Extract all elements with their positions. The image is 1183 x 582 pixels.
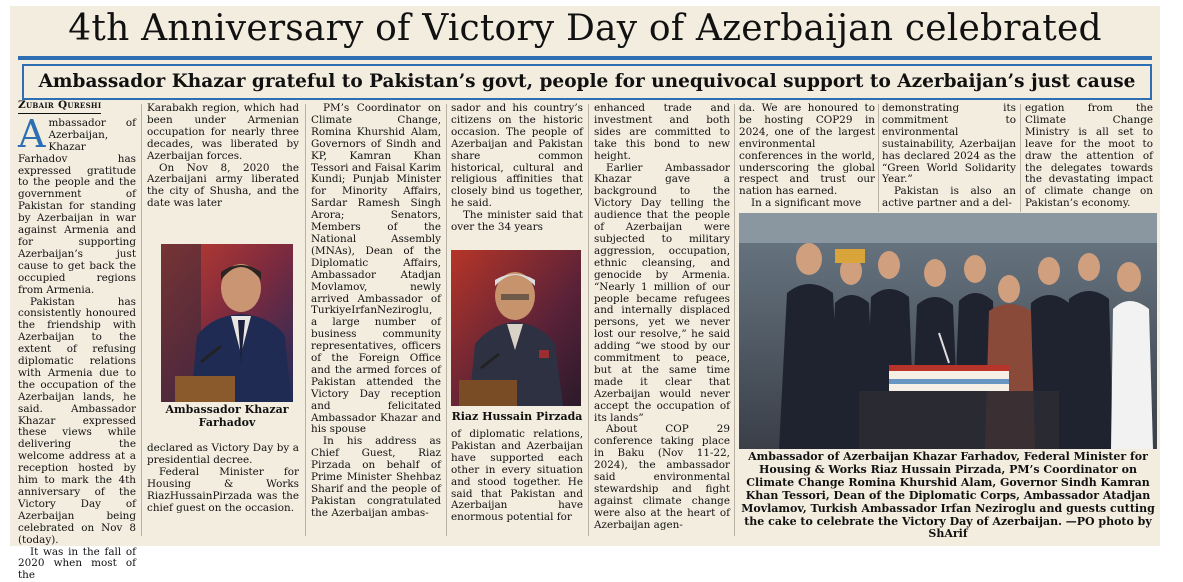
column-divider xyxy=(305,104,306,536)
column-divider xyxy=(588,104,589,536)
photo-caption-riaz: Riaz Hussain Pirzada xyxy=(451,410,583,423)
column-3 xyxy=(311,103,441,539)
paragraph: da. We are honoured to be hosting COP29 in 2024, one of the largest environmental conferences in the world, underscoring the global respect and trust our nation has earned. xyxy=(739,102,875,198)
photo-caption-khazar: Ambassador Khazar Farhadov xyxy=(165,403,289,429)
paragraph: PM’s Coordinator on Climate Change, Romina Khurshid Alam, Governors of Sindh and KP, Kamran Khan Tessori and Faisal Karim Kundi; Punjab Minister for Minority Affairs, Sardar Ramesh Singh Arora; Senators, Members of the National Assembly (MNAs), Dean of the Diplomatic Affairs, Ambassador Atadjan Movlamov, newly arrived Ambassador of TurkiyeIrfanNeziroglu, a large number of business community representatives, officers of the Foreign Office and the armed forces of Pakistan attended the Victory Day reception and felicitated Ambassador Khazar and his spouse xyxy=(311,102,441,436)
paragraph: declared as Victory Day by a presidential decree. xyxy=(147,442,299,466)
paragraph: Pakistan has consistently honoured the friendship with Azerbaijan to the extent of refusing diplomatic relations with Armenia due to the occupation of the Azerbaijan lands, he said. Ambassador Khazar expressed these views while delivering the welcome address at a reception hosted by him to mark the 4th anniversary of the Victory Day of Azerbaijan being celebrated on Nov 8 (today). xyxy=(18,295,136,546)
lead-paragraph xyxy=(18,111,136,297)
column-6 xyxy=(739,103,875,211)
paragraph: On Nov 8, 2020 the Azerbaijani army liberated the city of Shusha, and the date was later xyxy=(147,161,299,210)
paragraph: About COP 29 conference taking place in Baku (Nov 11-22, 2024), the ambassador said environmental stewardship and fight against climate change were also at the heart of Azerbaijan agen- xyxy=(594,423,730,531)
paragraph: Karabakh region, which had been under Armenian occupation for nearly three decades, was liberated by Azerbaijan forces. xyxy=(147,102,299,162)
column-divider xyxy=(141,104,142,536)
paragraph: In a significant move xyxy=(751,197,862,210)
headline-rule xyxy=(18,56,1152,60)
column-4-bottom xyxy=(451,429,583,539)
column-4 xyxy=(451,103,583,249)
column-2-bottom xyxy=(147,443,299,539)
photo-cake-cutting xyxy=(739,213,1157,449)
column-divider xyxy=(446,104,447,536)
paragraph: Federal Minister for Housing & Works RiazHussainPirzada was the chief guest on the occasion. xyxy=(147,465,299,514)
photo-ambassador-khazar xyxy=(161,244,293,402)
photo-riaz-pirzada xyxy=(451,250,581,406)
paragraph: Earlier Ambassador Khazar gave a background to the Victory Day telling the audience that the people of Azerbaijan were subjected to military aggression, occupation, ethnic cleansing, and genocide by Armenia. “Nearly 1 million of our people became refugees and internally displaced persons, yet we never lost our resolve,” he said adding “we stood by our commitment to peace, but at the same time made it clear that Azerbaijan would never accept the occupation of its lands” xyxy=(594,161,730,424)
main-photo-caption: Ambassador of Azerbaijan Khazar Farhadov, Federal Minister for Housing & Works Riaz Hussain Pirzada, PM’s Coordinator on Climate Change Romina Khurshid Alam, Governor Sindh Kamran Khan Tessori, Dean of the Diplomatic Corps, Ambassador Atadjan Movlamov, Turkish Ambassador Irfan Neziroglu and guests cutting the cake to celebrate the Victory Day of Azerbaijan. —PO photo by ShArif xyxy=(741,450,1155,541)
paragraph: Pakistan is also an active partner and a del- xyxy=(882,185,1016,210)
byline: Zubair Qureshi xyxy=(18,100,101,114)
column-1 xyxy=(18,99,136,582)
column-7 xyxy=(882,103,1016,211)
ambassador-portrait-image xyxy=(161,244,293,402)
column-5 xyxy=(594,103,730,539)
paragraph: In his address as Chief Guest, Riaz Pirzada on behalf of Prime Minister Shehbaz Sharif and the people of Pakistan congratulated the Azerbaijan ambas- xyxy=(311,435,441,519)
paragraph: enhanced trade and investment and both sides are committed to take this bond to new height. xyxy=(594,102,730,162)
column-8 xyxy=(1025,103,1153,211)
paragraph: demonstrating its commitment to environmental sustainability, Azerbaijan has declared 2024 as the “Green World Solidarity Year.” xyxy=(882,102,1016,186)
cake-cutting-group-image xyxy=(739,213,1157,449)
column-2 xyxy=(147,103,299,241)
paragraph: The minister said that over the 34 years xyxy=(451,209,583,234)
column-divider xyxy=(734,104,735,536)
column-divider xyxy=(878,104,879,212)
paragraph: It was in the fall of 2020 when most of the xyxy=(18,545,136,582)
newspaper-page xyxy=(10,6,1160,582)
lead-text: mbassador of Azerbaijan, Khazar Farhadov has expressed gratitude to the people and the government of Pakistan for standing by Azerbaijan in war against Armenia and for supporting Azerbaijan’s just cause to get back the occupied regions from Armenia. xyxy=(18,116,136,296)
headline: 4th Anniversary of Victory Day of Azerbaijan celebrated xyxy=(68,8,1102,49)
drop-cap: A xyxy=(18,111,46,156)
paragraph: of diplomatic relations, Pakistan and Azerbaijan have supported each other in every situation and stood together. He said that Pakistan and Azerbaijan have enormous potential for xyxy=(451,428,583,524)
column-divider xyxy=(1020,104,1021,212)
paragraph: egation from the Climate Change Ministry is all set to leave for the moot to draw the attention of the delegates towards the devastating impact of climate change on Pakistan’s economy. xyxy=(1025,102,1153,210)
paragraph: sador and his country’s citizens on the historic occasion. The people of Azerbaijan and Pakistan share common historical, cultural and religious affinities that closely bind us together, he said. xyxy=(451,102,583,210)
deck-subheadline: Ambassador Khazar grateful to Pakistan’s govt, people for unequivocal support to Azerbaijan’s just cause xyxy=(22,64,1152,100)
minister-portrait-image xyxy=(451,250,581,406)
